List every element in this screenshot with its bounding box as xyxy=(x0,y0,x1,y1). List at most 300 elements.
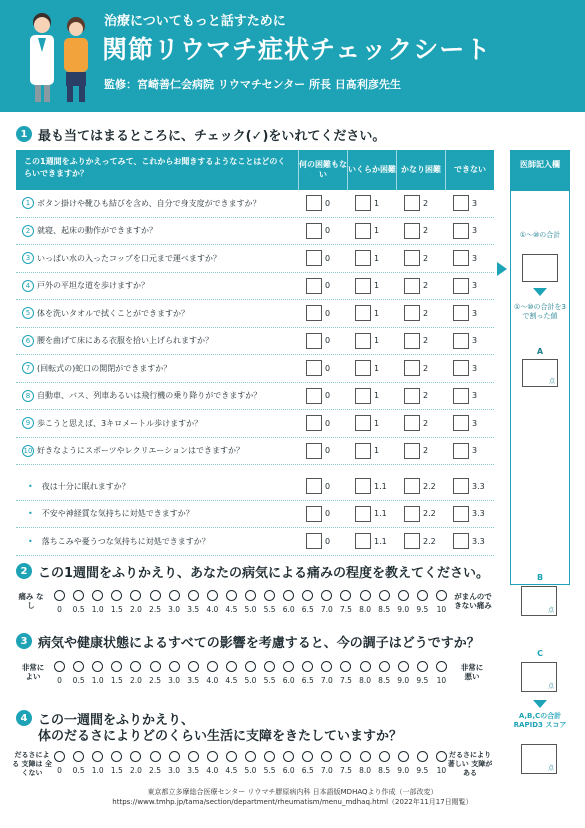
answer-value: 1 xyxy=(374,363,380,373)
scale-option-radio[interactable] xyxy=(73,590,84,601)
scale-option-radio[interactable] xyxy=(360,751,371,762)
answer-checkbox[interactable] xyxy=(355,278,371,294)
section-number: 1 xyxy=(16,126,32,142)
answer-value: 1 xyxy=(374,198,380,208)
scale-option-radio[interactable] xyxy=(264,590,275,601)
scale-option-radio[interactable] xyxy=(92,590,103,601)
section-title: 病気や健康状態によるすべての影響を考慮すると、今の調子はどうですか？ xyxy=(38,635,480,651)
scale-value-label: 5.0 xyxy=(244,676,257,685)
score-c-label: C xyxy=(537,649,543,658)
answer-value: 1 xyxy=(374,418,380,428)
answer-value: 1.1 xyxy=(374,481,387,491)
header-banner xyxy=(0,0,585,112)
answer-cell xyxy=(347,506,396,522)
answer-cell xyxy=(298,478,347,494)
scale-option-radio[interactable] xyxy=(169,590,180,601)
answer-checkbox[interactable] xyxy=(453,305,469,321)
answer-checkbox[interactable] xyxy=(404,478,420,494)
scale-option-radio[interactable] xyxy=(379,751,390,762)
column-header: かなり困難 xyxy=(396,150,445,190)
scale-value-label: 1.5 xyxy=(110,766,123,775)
answer-cell xyxy=(347,223,396,239)
answer-value: 1 xyxy=(374,308,380,318)
scale-option-radio[interactable] xyxy=(436,661,447,672)
answer-cell xyxy=(445,333,494,349)
scale-value-label: 3.5 xyxy=(187,766,200,775)
down-arrow-icon xyxy=(533,288,547,296)
scale-option-radio[interactable] xyxy=(92,751,103,762)
scale-option-radio[interactable] xyxy=(245,590,256,601)
scale-value-label: 2.0 xyxy=(129,766,142,775)
answer-value: 2.2 xyxy=(423,481,436,491)
scale-value-label: 1.5 xyxy=(110,605,123,614)
scale-value-label: 1.0 xyxy=(91,676,104,685)
scale-option-radio[interactable] xyxy=(73,661,84,672)
answer-value: 0 xyxy=(325,481,331,491)
question-number: 1 xyxy=(22,197,34,209)
scale-option-radio[interactable] xyxy=(169,751,180,762)
doctor-entry-title: 医師記入欄 xyxy=(511,151,569,191)
scale-option-radio[interactable] xyxy=(226,661,237,672)
scale-option-radio[interactable] xyxy=(188,751,199,762)
answer-checkbox[interactable] xyxy=(404,333,420,349)
scale-value-label: 2.5 xyxy=(149,766,161,775)
scale-option-radio[interactable] xyxy=(207,751,218,762)
scale-value-label: 9.0 xyxy=(397,605,410,614)
scale-option-radio[interactable] xyxy=(264,751,275,762)
scale-option-radio[interactable] xyxy=(379,590,390,601)
answer-checkbox[interactable] xyxy=(453,223,469,239)
answer-checkbox[interactable] xyxy=(355,533,371,549)
point-unit: 点 xyxy=(547,765,554,772)
answer-checkbox[interactable] xyxy=(404,533,420,549)
scale-option-radio[interactable] xyxy=(226,751,237,762)
sum-label: ①〜⑩の合計 xyxy=(519,231,561,239)
scale-value-label: 9.0 xyxy=(397,766,410,775)
answer-value: 1 xyxy=(374,281,380,291)
answer-cell xyxy=(298,333,347,349)
scale-value-label: 9.5 xyxy=(416,605,429,614)
scale-option-radio[interactable] xyxy=(283,661,294,672)
answer-checkbox[interactable] xyxy=(306,333,322,349)
question-text: 不安や神経質な気持ちに対処できますか？ xyxy=(41,509,194,519)
section-title: 最も当てはまるところに、チェック(✓)をいれてください。 xyxy=(38,128,386,144)
answer-value: 1 xyxy=(374,226,380,236)
answer-value: 3 xyxy=(472,418,478,428)
scale-option-radio[interactable] xyxy=(321,590,332,601)
answer-cell xyxy=(396,360,445,376)
scale-value-label: 9.5 xyxy=(416,766,429,775)
question-text: 好きなようにスポーツやレクリエーションはできますか？ xyxy=(37,446,245,456)
scale-option-radio[interactable] xyxy=(417,590,428,601)
scale-value-label: 5.5 xyxy=(263,605,276,614)
main-rows xyxy=(16,190,494,465)
answer-cell xyxy=(396,223,445,239)
scale-value-label: 6.5 xyxy=(301,766,314,775)
scale-value-label: 7.0 xyxy=(320,605,333,614)
scale-value-label: 8.0 xyxy=(359,676,372,685)
scale-value-label: 10 xyxy=(436,766,447,775)
bullet-icon: • xyxy=(28,481,33,491)
scale-value-label: 4.5 xyxy=(225,766,238,775)
scale-option-radio[interactable] xyxy=(188,661,199,672)
scale-value-label: 1.0 xyxy=(91,605,104,614)
answer-cell xyxy=(396,305,445,321)
answer-checkbox[interactable] xyxy=(306,443,322,459)
table-header xyxy=(16,150,494,190)
answer-cell xyxy=(347,478,396,494)
scale-left-label: 痛み なし xyxy=(18,592,44,611)
scale-option-radio[interactable] xyxy=(340,751,351,762)
table-row xyxy=(16,410,494,438)
sum-box[interactable] xyxy=(522,254,558,282)
answer-value: 3 xyxy=(472,336,478,346)
point-unit: 点 xyxy=(547,683,554,690)
scale-option-radio[interactable] xyxy=(150,590,161,601)
answer-checkbox[interactable] xyxy=(355,333,371,349)
scale-option-radio[interactable] xyxy=(150,751,161,762)
answer-checkbox[interactable] xyxy=(306,533,322,549)
answer-checkbox[interactable] xyxy=(453,360,469,376)
scale-value-label: 5.5 xyxy=(263,766,276,775)
answer-cell xyxy=(347,415,396,431)
question-cell xyxy=(16,390,298,402)
question-cell xyxy=(16,280,298,292)
answer-value: 3 xyxy=(472,363,478,373)
scale-option-radio[interactable] xyxy=(207,590,218,601)
answer-checkbox[interactable] xyxy=(306,506,322,522)
answer-value: 0 xyxy=(325,336,331,346)
question-cell xyxy=(16,197,298,209)
question-text: いっぱい水の入ったコップを口元まで運べますか？ xyxy=(37,253,221,263)
answer-checkbox[interactable] xyxy=(355,250,371,266)
scale-option-radio[interactable] xyxy=(379,661,390,672)
scale-option-radio[interactable] xyxy=(283,751,294,762)
answer-cell xyxy=(347,360,396,376)
scale-option-radio[interactable] xyxy=(321,661,332,672)
answer-cell xyxy=(298,443,347,459)
answer-value: 3 xyxy=(472,308,478,318)
scale-value-label: 4.0 xyxy=(206,766,219,775)
scale-value-label: 7.0 xyxy=(320,766,333,775)
rapid3-box[interactable] xyxy=(521,744,557,774)
scale-option-radio[interactable] xyxy=(111,590,122,601)
answer-checkbox[interactable] xyxy=(404,278,420,294)
answer-cell xyxy=(445,388,494,404)
section-2-heading xyxy=(16,560,489,582)
scale-option-radio[interactable] xyxy=(321,751,332,762)
scale-value-label: 3.0 xyxy=(168,605,181,614)
section-number: 3 xyxy=(16,633,32,649)
answer-cell xyxy=(445,478,494,494)
answer-checkbox[interactable] xyxy=(306,250,322,266)
doctor-entry-column xyxy=(510,150,570,585)
answer-value: 2 xyxy=(423,226,429,236)
scale-value-label: 0 xyxy=(57,605,62,614)
scale-value-label: 2.0 xyxy=(129,605,142,614)
answer-cell xyxy=(396,478,445,494)
scale-option-radio[interactable] xyxy=(92,661,103,672)
question-number: 10 xyxy=(23,446,33,455)
table-row xyxy=(16,328,494,356)
scale-option-radio[interactable] xyxy=(398,661,409,672)
answer-cell xyxy=(347,305,396,321)
scale-value-label: 7.5 xyxy=(339,605,352,614)
scale-option-radio[interactable] xyxy=(188,590,199,601)
scale-value-label: 0 xyxy=(57,766,62,775)
scale-option-radio[interactable] xyxy=(130,590,141,601)
question-text: 自動車、バス、列車あるいは飛行機の乗り降りができますか？ xyxy=(37,391,262,401)
scale-option-radio[interactable] xyxy=(207,661,218,672)
answer-cell xyxy=(298,506,347,522)
answer-cell xyxy=(445,443,494,459)
answer-checkbox[interactable] xyxy=(453,443,469,459)
scale-option-radio[interactable] xyxy=(340,661,351,672)
answer-cell xyxy=(396,333,445,349)
answer-checkbox[interactable] xyxy=(404,305,420,321)
scale-option-radio[interactable] xyxy=(150,661,161,672)
question-text: (回転式の)蛇口の開閉ができますか？ xyxy=(37,363,172,373)
scale-option-radio[interactable] xyxy=(398,751,409,762)
scale-option-radio[interactable] xyxy=(264,661,275,672)
answer-value: 2 xyxy=(423,198,429,208)
answer-checkbox[interactable] xyxy=(404,415,420,431)
question-text: 落ちこみや憂うつな気持ちに対処できますか？ xyxy=(41,536,210,546)
answer-value: 3 xyxy=(472,281,478,291)
answer-cell xyxy=(347,333,396,349)
question-number: 7 xyxy=(22,362,34,374)
answer-checkbox[interactable] xyxy=(404,388,420,404)
answer-checkbox[interactable] xyxy=(306,388,322,404)
section-title: この一週間をふりかえり、 xyxy=(38,712,195,728)
section-1-heading xyxy=(16,123,385,145)
answer-checkbox[interactable] xyxy=(453,478,469,494)
answer-cell xyxy=(298,278,347,294)
scale-value-label: 6.0 xyxy=(282,605,295,614)
column-header: 何の困難もない xyxy=(298,150,347,190)
answer-checkbox[interactable] xyxy=(355,388,371,404)
question-number: 4 xyxy=(22,280,34,292)
answer-checkbox[interactable] xyxy=(404,360,420,376)
answer-value: 0 xyxy=(325,446,331,456)
answer-value: 0 xyxy=(325,391,331,401)
answer-value: 2 xyxy=(423,363,429,373)
scale-option-radio[interactable] xyxy=(111,751,122,762)
column-header: いくらか困難 xyxy=(347,150,396,190)
scale-value-label: 7.5 xyxy=(339,676,352,685)
answer-checkbox[interactable] xyxy=(355,360,371,376)
answer-checkbox[interactable] xyxy=(306,305,322,321)
answer-checkbox[interactable] xyxy=(355,506,371,522)
answer-checkbox[interactable] xyxy=(355,478,371,494)
question-cell xyxy=(16,307,298,319)
page-title: 関節リウマチ症状チェックシート xyxy=(102,35,492,64)
scale-value-label: 1.0 xyxy=(91,766,104,775)
answer-checkbox[interactable] xyxy=(306,195,322,211)
scale-value-label: 3.0 xyxy=(168,766,181,775)
scale-option-radio[interactable] xyxy=(245,661,256,672)
answer-checkbox[interactable] xyxy=(306,360,322,376)
scale-option-radio[interactable] xyxy=(302,590,313,601)
answer-cell xyxy=(298,415,347,431)
answer-checkbox[interactable] xyxy=(404,223,420,239)
score-b-label: B xyxy=(536,573,544,582)
answer-checkbox[interactable] xyxy=(306,223,322,239)
answer-value: 2 xyxy=(423,446,429,456)
question-cell xyxy=(16,252,298,264)
scale-value-label: 4.0 xyxy=(206,676,219,685)
scale-value-label: 9.5 xyxy=(416,676,429,685)
question-table xyxy=(16,150,494,556)
scale-option-radio[interactable] xyxy=(436,751,447,762)
scale-left-label: だるさによる 支障は 全くない xyxy=(12,751,52,777)
question-number: 9 xyxy=(22,417,34,429)
question-cell xyxy=(16,536,298,547)
scale-option-radio[interactable] xyxy=(360,590,371,601)
answer-value: 2 xyxy=(423,281,429,291)
answer-checkbox[interactable] xyxy=(355,223,371,239)
scale-option-radio[interactable] xyxy=(417,751,428,762)
answer-checkbox[interactable] xyxy=(355,443,371,459)
scale-option-radio[interactable] xyxy=(54,661,65,672)
scale-option-radio[interactable] xyxy=(360,661,371,672)
extra-rows xyxy=(16,473,494,556)
answer-checkbox[interactable] xyxy=(404,250,420,266)
bullet-icon: • xyxy=(28,536,33,546)
answer-cell xyxy=(396,388,445,404)
scale-value-label: 7.5 xyxy=(339,766,352,775)
answer-cell xyxy=(396,415,445,431)
question-number: 5 xyxy=(22,307,34,319)
answer-value: 0 xyxy=(325,253,331,263)
answer-checkbox[interactable] xyxy=(355,415,371,431)
scale-option-radio[interactable] xyxy=(226,590,237,601)
answer-checkbox[interactable] xyxy=(453,250,469,266)
answer-value: 3.3 xyxy=(472,509,485,519)
answer-value: 0 xyxy=(325,281,331,291)
question-number: 2 xyxy=(22,225,34,237)
scale-value-label: 9.0 xyxy=(397,676,410,685)
answer-checkbox[interactable] xyxy=(453,195,469,211)
answer-checkbox[interactable] xyxy=(453,278,469,294)
answer-checkbox[interactable] xyxy=(355,195,371,211)
scale-option-radio[interactable] xyxy=(436,590,447,601)
header-subtitle: 治療についてもっと話すために xyxy=(104,14,286,29)
scale-value-label: 5.0 xyxy=(244,766,257,775)
answer-value: 0 xyxy=(325,363,331,373)
answer-value: 2 xyxy=(423,391,429,401)
scale-option-radio[interactable] xyxy=(54,751,65,762)
scale-option-radio[interactable] xyxy=(340,590,351,601)
answer-checkbox[interactable] xyxy=(453,415,469,431)
answer-cell xyxy=(298,195,347,211)
answer-value: 0 xyxy=(325,198,331,208)
answer-cell xyxy=(298,533,347,549)
answer-checkbox[interactable] xyxy=(355,305,371,321)
answer-checkbox[interactable] xyxy=(453,388,469,404)
answer-checkbox[interactable] xyxy=(453,506,469,522)
scale-option-radio[interactable] xyxy=(302,751,313,762)
score-c-box[interactable] xyxy=(521,662,557,692)
question-cell xyxy=(16,445,298,457)
answer-checkbox[interactable] xyxy=(453,333,469,349)
answer-checkbox[interactable] xyxy=(306,278,322,294)
divided-label: ①〜⑩の合計を3で割った値 xyxy=(513,303,566,321)
scale-value-label: 6.5 xyxy=(301,676,314,685)
footer-source: 東京都立多摩総合医療センター リウマチ膠原病内科 日本語版MDHAQより作成（一部改変） xyxy=(147,788,438,796)
scale-option-radio[interactable] xyxy=(130,751,141,762)
scale-value-label: 2.5 xyxy=(149,605,161,614)
scale-option-radio[interactable] xyxy=(54,590,65,601)
section-3-heading xyxy=(16,630,480,652)
scale-option-radio[interactable] xyxy=(417,661,428,672)
scale-option-radio[interactable] xyxy=(245,751,256,762)
answer-value: 2.2 xyxy=(423,536,436,546)
question-cell xyxy=(16,481,298,492)
answer-value: 3.3 xyxy=(472,481,485,491)
supervisor-line: 監修：宮崎善仁会病院 リウマチセンター 所長 日髙利彦先生 xyxy=(104,78,401,91)
scale-option-radio[interactable] xyxy=(302,661,313,672)
scale-value-label: 2.5 xyxy=(149,676,161,685)
question-text: 夜は十分に眠れますか？ xyxy=(41,481,130,491)
scale-option-radio[interactable] xyxy=(398,590,409,601)
scale-value-label: 8.5 xyxy=(378,766,391,775)
answer-checkbox[interactable] xyxy=(404,506,420,522)
section-title: この1週間をふりかえり、あなたの病気による痛みの程度を教えてください。 xyxy=(38,565,490,581)
scale-value-label: 8.5 xyxy=(378,676,391,685)
question-number: 8 xyxy=(22,390,34,402)
answer-value: 0 xyxy=(325,418,331,428)
question-cell xyxy=(16,225,298,237)
scale-option-radio[interactable] xyxy=(111,661,122,672)
answer-checkbox[interactable] xyxy=(404,195,420,211)
column-header: できない xyxy=(445,150,494,190)
scale-option-radio[interactable] xyxy=(283,590,294,601)
scale-value-label: 10 xyxy=(436,676,447,685)
answer-checkbox[interactable] xyxy=(453,533,469,549)
answer-cell xyxy=(396,278,445,294)
answer-checkbox[interactable] xyxy=(404,443,420,459)
score-a-box[interactable] xyxy=(522,359,558,387)
answer-cell xyxy=(298,360,347,376)
score-b-box[interactable] xyxy=(521,586,557,616)
answer-value: 2 xyxy=(423,336,429,346)
answer-cell xyxy=(298,305,347,321)
answer-value: 3 xyxy=(472,253,478,263)
answer-cell xyxy=(396,250,445,266)
table-row xyxy=(16,355,494,383)
scale-right-label: がまんので きない痛み xyxy=(454,592,492,611)
scale-value-label: 6.0 xyxy=(282,766,295,775)
question-text: 就寝、起床の動作ができますか？ xyxy=(37,226,157,236)
scale-value-label: 5.5 xyxy=(263,676,276,685)
condition-scale-labels xyxy=(50,676,451,685)
scale-value-label: 4.5 xyxy=(225,605,238,614)
question-header: この1週間をふりかえってみて、これからお聞きするようなことはどのくらいできますか？ xyxy=(24,157,286,178)
answer-value: 1.1 xyxy=(374,536,387,546)
point-unit: 点 xyxy=(548,378,555,385)
answer-value: 1 xyxy=(374,253,380,263)
scale-option-radio[interactable] xyxy=(73,751,84,762)
answer-cell xyxy=(445,415,494,431)
table-row xyxy=(16,273,494,301)
scale-option-radio[interactable] xyxy=(169,661,180,672)
answer-checkbox[interactable] xyxy=(306,478,322,494)
question-cell xyxy=(16,417,298,429)
scale-option-radio[interactable] xyxy=(130,661,141,672)
scale-right-label: だるさにより 著しい 支障がある xyxy=(447,751,493,777)
answer-checkbox[interactable] xyxy=(306,415,322,431)
